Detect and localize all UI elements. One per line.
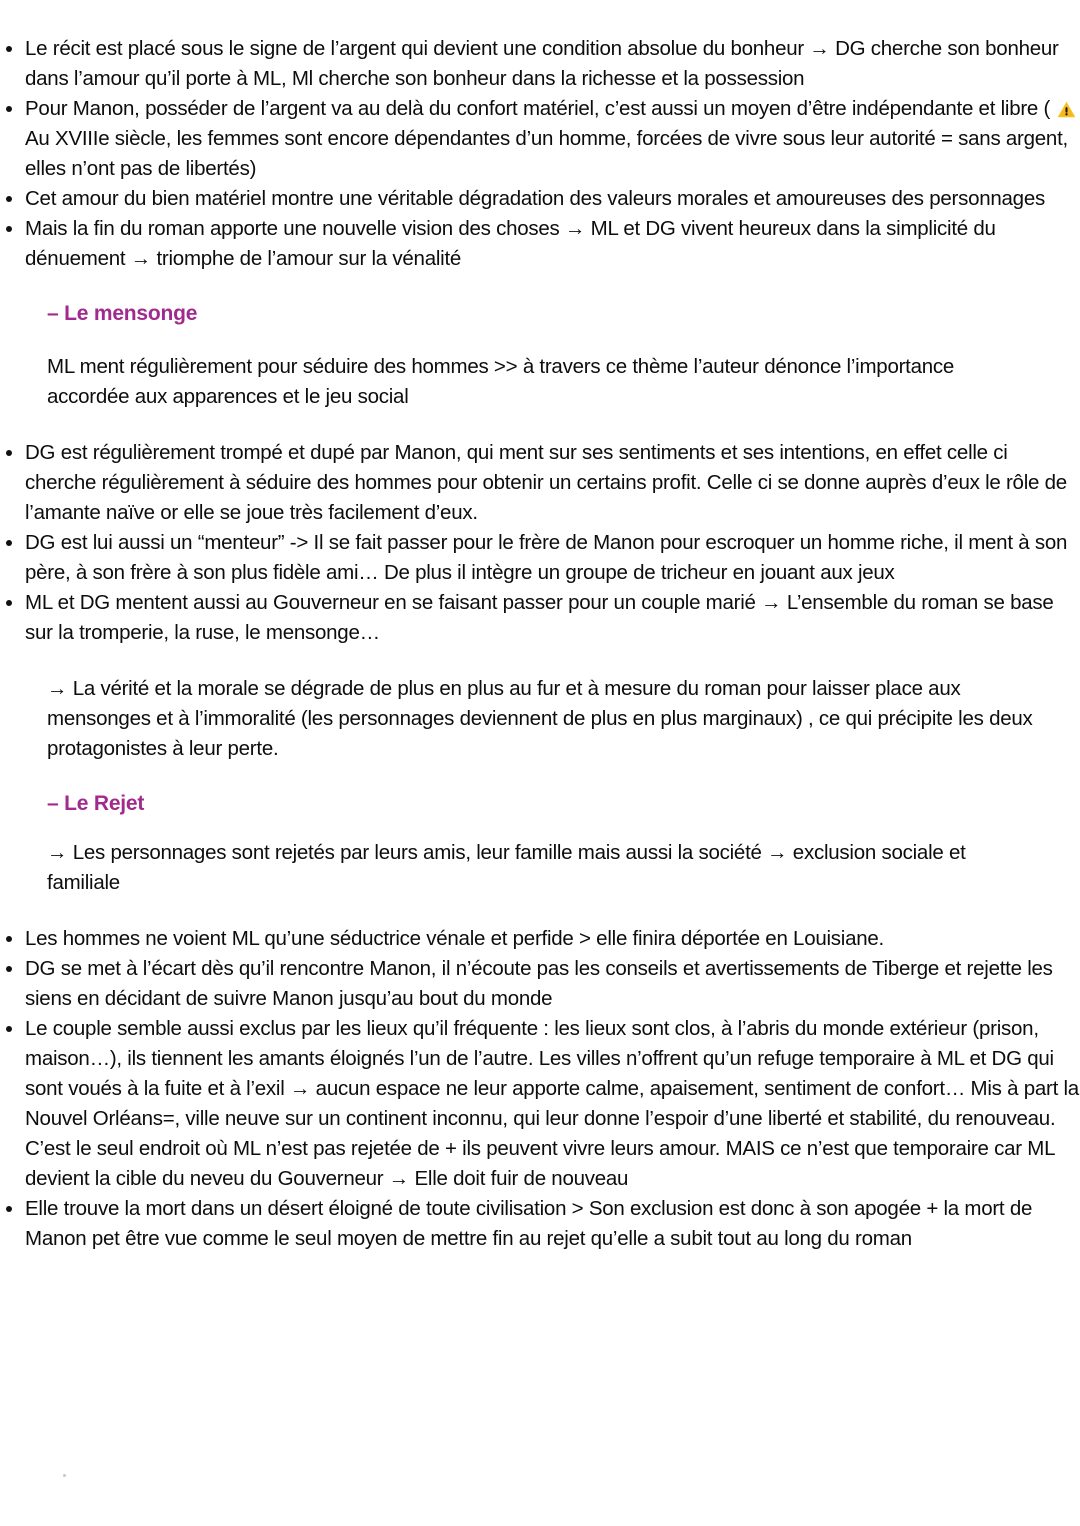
section-heading-mensonge: – Le mensonge [47, 302, 198, 325]
page-speck-artifact [63, 1474, 66, 1477]
spacer [0, 764, 1080, 792]
list-item [0, 954, 1080, 1014]
list-item [0, 588, 1080, 648]
list-item [0, 1014, 1080, 1194]
spacer [0, 898, 1080, 924]
warning-icon [1057, 101, 1076, 118]
spacer [0, 412, 1080, 438]
bullet-text: Cet amour du bien matériel montre une véritable dégradation des valeurs morales et amoureuses des personnages [25, 187, 1045, 210]
list-item [0, 528, 1080, 588]
section-intro-rejet: → Les personnages sont rejetés par leurs amis, leur famille mais aussi la société → exclusion sociale et familiale [47, 841, 966, 894]
section-conclusion-mensonge: → La vérité et la morale se dégrade de plus en plus au fur et à mesure du roman pour laisser place aux mensonges et à l’immoralité (les personnages deviennent de plus en plus marginaux) , ce qui précipite les deux protagonistes à leur perte. [47, 677, 1033, 760]
bullet-text: Elle trouve la mort dans un désert éloigné de toute civilisation > Son exclusion est donc à son apogée + la mort de Manon pet être vue comme le seul moyen de mettre fin au rejet qu’elle a subit tout au long du roman [25, 1197, 1033, 1250]
bullet-text: Mais la fin du roman apporte une nouvelle vision des choses → ML et DG vivent heureux dans la simplicité du dénuement → triomphe de l’amour sur la vénalité [25, 217, 996, 270]
section-intro-mensonge: ML ment régulièrement pour séduire des hommes >> à travers ce thème l’auteur dénonce l’importance accordée aux apparences et le jeu social [47, 355, 955, 408]
bullet-text: Le couple semble aussi exclus par les lieux qu’il fréquente : les lieux sont clos, à l’abris du monde extérieur (prison, maison…), ils tiennent les amants éloignés l’un de l’autre. Les villes n’offrent qu’un refuge temporaire à ML et DG qui sont voués à la fuite et à l’exil → aucun espace ne leur apporte calme, apaisement, sentiment de confort… Mis à part la Nouvel Orléans=, ville neuve sur un continent inconnu, qui leur donne l’espoir d’une liberté et stabilité, du renouveau. C’est le seul endroit où ML n’est pas rejetée de + ils peuvent vivre leurs amour. MAIS ce n’est que temporaire car ML devient la cible du neveu du Gouverneur → Elle doit fuir de nouveau [25, 1017, 1079, 1190]
bullet-text: DG est lui aussi un “menteur” -> Il se fait passer pour le frère de Manon pour escroquer un homme riche, il ment à son père, à son frère à son plus fidèle ami… De plus il intègre un groupe de tricheur en jouant aux jeux [25, 531, 1068, 584]
argent-bullet-list [0, 34, 1080, 274]
bullet-text: DG est régulièrement trompé et dupé par Manon, qui ment sur ses sentiments et ses intentions, en effet celle ci cherche régulièrement à séduire des hommes pour obtenir un certains profit. Celle ci se donne auprès d’eux le rôle de l’amante naïve or elle se joue très facilement d’eux. [25, 441, 1067, 524]
mensonge-bullet-list [0, 438, 1080, 648]
spacer [0, 274, 1080, 302]
rejet-bullet-list [0, 924, 1080, 1254]
list-item-manon-argent [0, 94, 1080, 184]
spacer [0, 326, 1080, 352]
list-item [0, 214, 1080, 274]
bullet-text: Le récit est placé sous le signe de l’argent qui devient une condition absolue du bonheur → DG cherche son bonheur dans l’amour qu’il porte à ML, Ml cherche son bonheur dans la richesse et la possession [25, 37, 1059, 90]
list-item [0, 1194, 1080, 1254]
bullet-text-part1: Pour Manon, posséder de l’argent va au delà du confort matériel, c’est aussi un moyen d’être indépendante et libre ( [25, 97, 1056, 120]
spacer [0, 816, 1080, 838]
top-spacer [0, 0, 1080, 34]
list-item [0, 924, 1080, 954]
section-heading-rejet: – Le Rejet [47, 792, 145, 815]
bullet-text: Les hommes ne voient ML qu’une séductrice vénale et perfide > elle finira déportée en Louisiane. [25, 927, 885, 950]
list-item [0, 34, 1080, 94]
bullet-text-part2: Au XVIIIe siècle, les femmes sont encore dépendantes d’un homme, forcées de vivre sous leur autorité = sans argent, elles n’ont pas de libertés) [25, 127, 1068, 180]
list-item [0, 184, 1080, 214]
bullet-text: ML et DG mentent aussi au Gouverneur en se faisant passer pour un couple marié → L’ensemble du roman se base sur la tromperie, la ruse, le mensonge… [25, 591, 1054, 644]
spacer [0, 648, 1080, 674]
list-item [0, 438, 1080, 528]
bullet-text: DG se met à l’écart dès qu’il rencontre Manon, il n’écoute pas les conseils et avertissements de Tiberge et rejette les siens en décidant de suivre Manon jusqu’au bout du monde [25, 957, 1053, 1010]
